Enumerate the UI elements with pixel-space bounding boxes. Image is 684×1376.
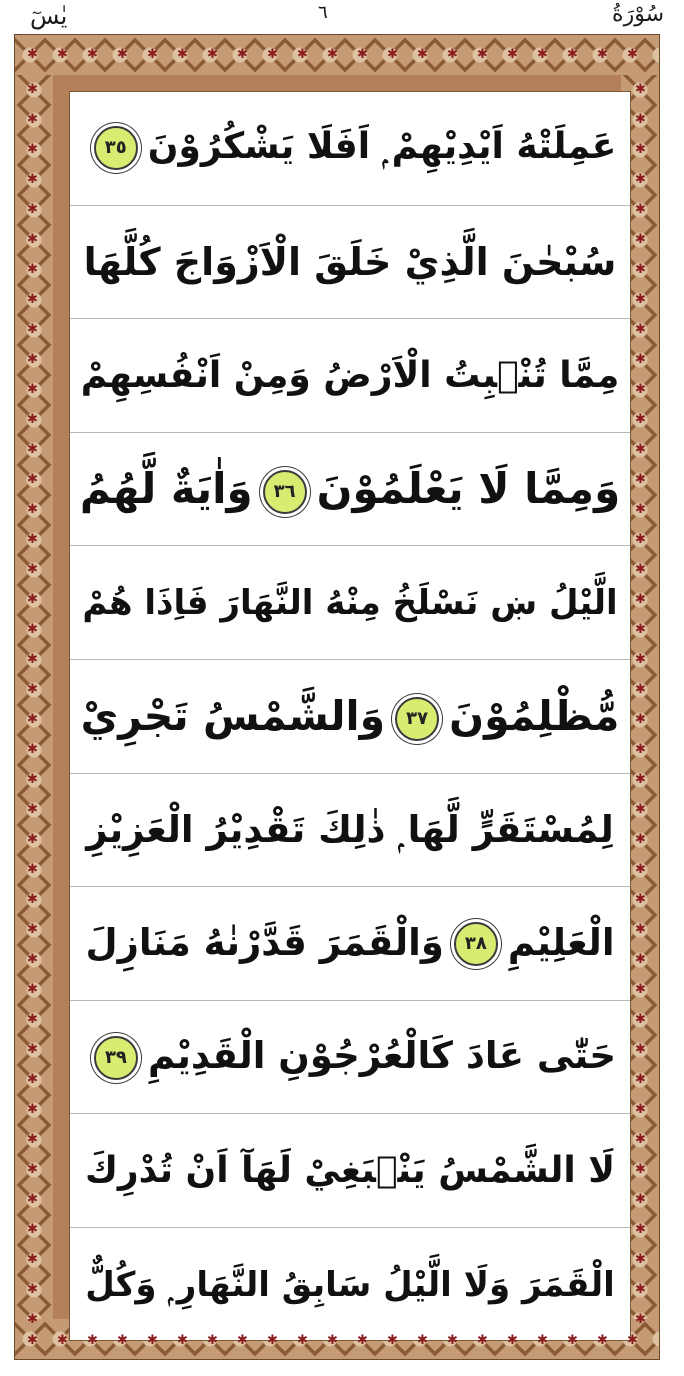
border-star-icon: ✱ — [635, 1192, 646, 1207]
border-star-icon: ✱ — [27, 502, 38, 517]
line-text-segment: الْعَلِيْمِ — [507, 920, 615, 964]
ornamental-border — [14, 34, 660, 1360]
border-star-icon: ✱ — [27, 1042, 38, 1057]
ayah-number-marker: ٣٦ — [263, 470, 307, 514]
line-text-segment: وَالشَّمْسُ تَجْرِيْ — [80, 691, 386, 740]
border-star-icon: ✱ — [27, 322, 38, 337]
border-star-icon: ✱ — [147, 1333, 158, 1348]
border-star-icon: ✱ — [147, 47, 158, 62]
border-star-icon: ✱ — [27, 1012, 38, 1027]
border-star-icon: ✱ — [27, 742, 38, 757]
quran-text-panel — [69, 91, 631, 1341]
line-text: مِمَّا تُنْۢبِتُ الْاَرْضُ وَمِنْ اَنْفُسِهِمْ — [80, 354, 620, 396]
text-line — [70, 206, 630, 320]
line-text: لِمُسْتَقَرٍّ لَّهَا ۭ ذٰلِكَ تَقْدِيْرُ الْعَزِيْزِ — [86, 807, 614, 851]
border-star-icon: ✱ — [537, 1333, 548, 1348]
border-star-icon: ✱ — [477, 1333, 488, 1348]
border-star-icon: ✱ — [27, 532, 38, 547]
border-star-icon: ✱ — [635, 1162, 646, 1177]
border-star-icon: ✱ — [27, 1072, 38, 1087]
border-star-icon: ✱ — [635, 1042, 646, 1057]
border-star-icon: ✱ — [635, 862, 646, 877]
border-star-icon: ✱ — [27, 1312, 38, 1327]
border-star-icon: ✱ — [327, 47, 338, 62]
border-star-icon: ✱ — [27, 952, 38, 967]
border-star-icon: ✱ — [635, 172, 646, 187]
border-star-icon: ✱ — [27, 112, 38, 127]
border-star-icon: ✱ — [27, 1282, 38, 1297]
border-star-icon: ✱ — [27, 712, 38, 727]
border-star-icon: ✱ — [177, 47, 188, 62]
border-star-icon: ✱ — [27, 892, 38, 907]
line-text-segment: حَتّٰى عَادَ كَالْعُرْجُوْنِ الْقَدِيْمِ — [147, 1034, 617, 1078]
border-star-icon: ✱ — [207, 1333, 218, 1348]
border-star-icon: ✱ — [27, 382, 38, 397]
border-star-icon: ✱ — [635, 82, 646, 97]
line-text-segment: وَاٰيَةٌ لَّهُمُ — [79, 464, 253, 514]
border-star-icon: ✱ — [27, 172, 38, 187]
line-text-segment: مُّظْلِمُوْنَ — [449, 691, 620, 740]
ayah-number-marker: ٣٨ — [454, 922, 498, 966]
line-text: لَا الشَّمْسُ يَنْۢبَغِيْ لَهَآ اَنْ تُدْرِكَ — [84, 1150, 616, 1192]
border-star-icon: ✱ — [635, 412, 646, 427]
border-star-icon: ✱ — [627, 1333, 638, 1348]
line-text — [85, 921, 614, 967]
border-star-icon: ✱ — [117, 1333, 128, 1348]
text-line — [70, 546, 630, 660]
border-star-icon: ✱ — [635, 1012, 646, 1027]
border-star-icon: ✱ — [27, 82, 38, 97]
border-star-icon: ✱ — [267, 47, 278, 62]
border-star-icon: ✱ — [597, 47, 608, 62]
border-star-icon: ✱ — [357, 47, 368, 62]
border-star-icon: ✱ — [635, 1102, 646, 1117]
border-star-icon: ✱ — [635, 532, 646, 547]
border-star-icon: ✱ — [27, 922, 38, 937]
border-star-icon: ✱ — [635, 352, 646, 367]
border-star-icon: ✱ — [27, 772, 38, 787]
border-star-icon: ✱ — [635, 382, 646, 397]
border-star-icon: ✱ — [635, 922, 646, 937]
border-star-icon: ✱ — [627, 47, 638, 62]
border-star-icon: ✱ — [297, 47, 308, 62]
border-star-icon: ✱ — [27, 262, 38, 277]
line-text: الْقَمَرَ وَلَا الَّيْلُ سَابِقُ النَّهَارِ ۭ وَكُلٌّ — [85, 1264, 615, 1305]
border-star-icon: ✱ — [27, 142, 38, 157]
border-star-icon: ✱ — [237, 47, 248, 62]
text-line — [70, 92, 630, 206]
border-star-icon: ✱ — [57, 1333, 68, 1348]
border-star-icon: ✱ — [635, 802, 646, 817]
text-line — [70, 1228, 630, 1342]
text-line — [70, 660, 630, 774]
line-text — [84, 1034, 616, 1080]
page-number: ٦ — [318, 2, 328, 23]
border-star-icon: ✱ — [27, 442, 38, 457]
border-star-icon: ✱ — [635, 1222, 646, 1237]
border-star-icon: ✱ — [635, 1132, 646, 1147]
border-star-icon: ✱ — [27, 1132, 38, 1147]
surah-label: سُوْرَةُ — [612, 2, 664, 27]
border-star-icon: ✱ — [635, 742, 646, 757]
border-star-icon: ✱ — [27, 832, 38, 847]
border-star-icon: ✱ — [27, 652, 38, 667]
border-star-icon: ✱ — [207, 47, 218, 62]
line-text-segment: وَالْقَمَرَ قَدَّرْنٰهُ مَنَازِلَ — [85, 920, 444, 964]
border-star-icon: ✱ — [447, 47, 458, 62]
border-star-icon: ✱ — [507, 47, 518, 62]
line-text — [80, 464, 620, 514]
border-star-icon: ✱ — [237, 1333, 248, 1348]
border-star-icon: ✱ — [635, 502, 646, 517]
border-star-icon: ✱ — [635, 712, 646, 727]
ayah-number-marker: ٣٩ — [94, 1036, 138, 1080]
border-star-icon: ✱ — [27, 1333, 38, 1348]
border-star-icon: ✱ — [635, 952, 646, 967]
border-star-icon: ✱ — [27, 232, 38, 247]
border-star-icon: ✱ — [27, 802, 38, 817]
border-star-icon: ✱ — [635, 652, 646, 667]
border-star-icon: ✱ — [635, 562, 646, 577]
surah-name: يٰسٓ — [30, 2, 68, 30]
border-star-icon: ✱ — [27, 862, 38, 877]
border-star-icon: ✱ — [635, 832, 646, 847]
border-star-icon: ✱ — [87, 1333, 98, 1348]
border-star-icon: ✱ — [27, 1252, 38, 1267]
border-star-icon: ✱ — [27, 412, 38, 427]
border-star-icon: ✱ — [27, 1102, 38, 1117]
border-star-icon: ✱ — [635, 622, 646, 637]
text-line — [70, 774, 630, 888]
border-star-icon: ✱ — [57, 47, 68, 62]
ayah-number-marker: ٣٧ — [395, 697, 439, 741]
line-text: سُبْحٰنَ الَّذِيْ خَلَقَ الْاَزْوَاجَ كُلَّهَا — [83, 239, 617, 284]
border-star-icon: ✱ — [327, 1333, 338, 1348]
border-star-icon: ✱ — [27, 1222, 38, 1237]
border-star-icon: ✱ — [27, 1192, 38, 1207]
border-star-icon: ✱ — [635, 1072, 646, 1087]
border-star-icon: ✱ — [387, 47, 398, 62]
border-star-icon: ✱ — [635, 892, 646, 907]
border-star-icon: ✱ — [635, 142, 646, 157]
border-star-icon: ✱ — [267, 1333, 278, 1348]
border-star-icon: ✱ — [635, 1282, 646, 1297]
border-star-icon: ✱ — [177, 1333, 188, 1348]
border-star-icon: ✱ — [635, 112, 646, 127]
border-star-icon: ✱ — [27, 1162, 38, 1177]
border-star-icon: ✱ — [635, 442, 646, 457]
border-star-icon: ✱ — [635, 292, 646, 307]
border-star-icon: ✱ — [27, 202, 38, 217]
border-star-icon: ✱ — [477, 47, 488, 62]
border-star-icon: ✱ — [27, 562, 38, 577]
border-star-icon: ✱ — [635, 982, 646, 997]
ayah-number-marker: ٣٥ — [94, 126, 138, 170]
border-star-icon: ✱ — [567, 47, 578, 62]
border-star-icon: ✱ — [447, 1333, 458, 1348]
border-star-icon: ✱ — [635, 262, 646, 277]
border-star-icon: ✱ — [27, 352, 38, 367]
border-star-icon: ✱ — [635, 1252, 646, 1267]
border-star-icon: ✱ — [597, 1333, 608, 1348]
border-star-icon: ✱ — [635, 202, 646, 217]
border-star-icon: ✱ — [635, 232, 646, 247]
border-star-icon: ✱ — [417, 47, 428, 62]
border-star-icon: ✱ — [27, 622, 38, 637]
border-star-icon: ✱ — [387, 1333, 398, 1348]
text-line — [70, 1001, 630, 1115]
border-star-icon: ✱ — [27, 682, 38, 697]
line-text-segment: عَمِلَتْهُ اَيْدِيْهِمْ ۭ اَفَلَا يَشْكُرُوْنَ — [147, 126, 617, 168]
border-star-icon: ✱ — [117, 47, 128, 62]
line-text — [81, 692, 620, 741]
border-star-icon: ✱ — [27, 47, 38, 62]
line-text-segment: وَمِمَّا لَا يَعْلَمُوْنَ — [316, 464, 621, 514]
border-star-icon: ✱ — [635, 1312, 646, 1327]
border-star-icon: ✱ — [635, 472, 646, 487]
text-line — [70, 433, 630, 547]
border-star-icon: ✱ — [27, 592, 38, 607]
border-star-icon: ✱ — [507, 1333, 518, 1348]
text-line — [70, 887, 630, 1001]
border-star-icon: ✱ — [635, 682, 646, 697]
border-star-icon: ✱ — [357, 1333, 368, 1348]
border-star-icon: ✱ — [635, 322, 646, 337]
border-star-icon: ✱ — [27, 292, 38, 307]
border-star-icon: ✱ — [297, 1333, 308, 1348]
page-header — [0, 0, 684, 34]
text-line — [70, 319, 630, 433]
border-star-icon: ✱ — [567, 1333, 578, 1348]
text-line — [70, 1114, 630, 1228]
border-star-icon: ✱ — [87, 47, 98, 62]
line-text — [84, 126, 617, 170]
border-star-icon: ✱ — [27, 982, 38, 997]
border-star-icon: ✱ — [537, 47, 548, 62]
border-star-icon: ✱ — [635, 772, 646, 787]
line-text: الَّيْلُ ښ نَسْلَخُ مِنْهُ النَّهَارَ فَاِذَا هُمْ — [82, 582, 618, 623]
border-star-icon: ✱ — [417, 1333, 428, 1348]
border-star-icon: ✱ — [635, 592, 646, 607]
border-star-icon: ✱ — [27, 472, 38, 487]
